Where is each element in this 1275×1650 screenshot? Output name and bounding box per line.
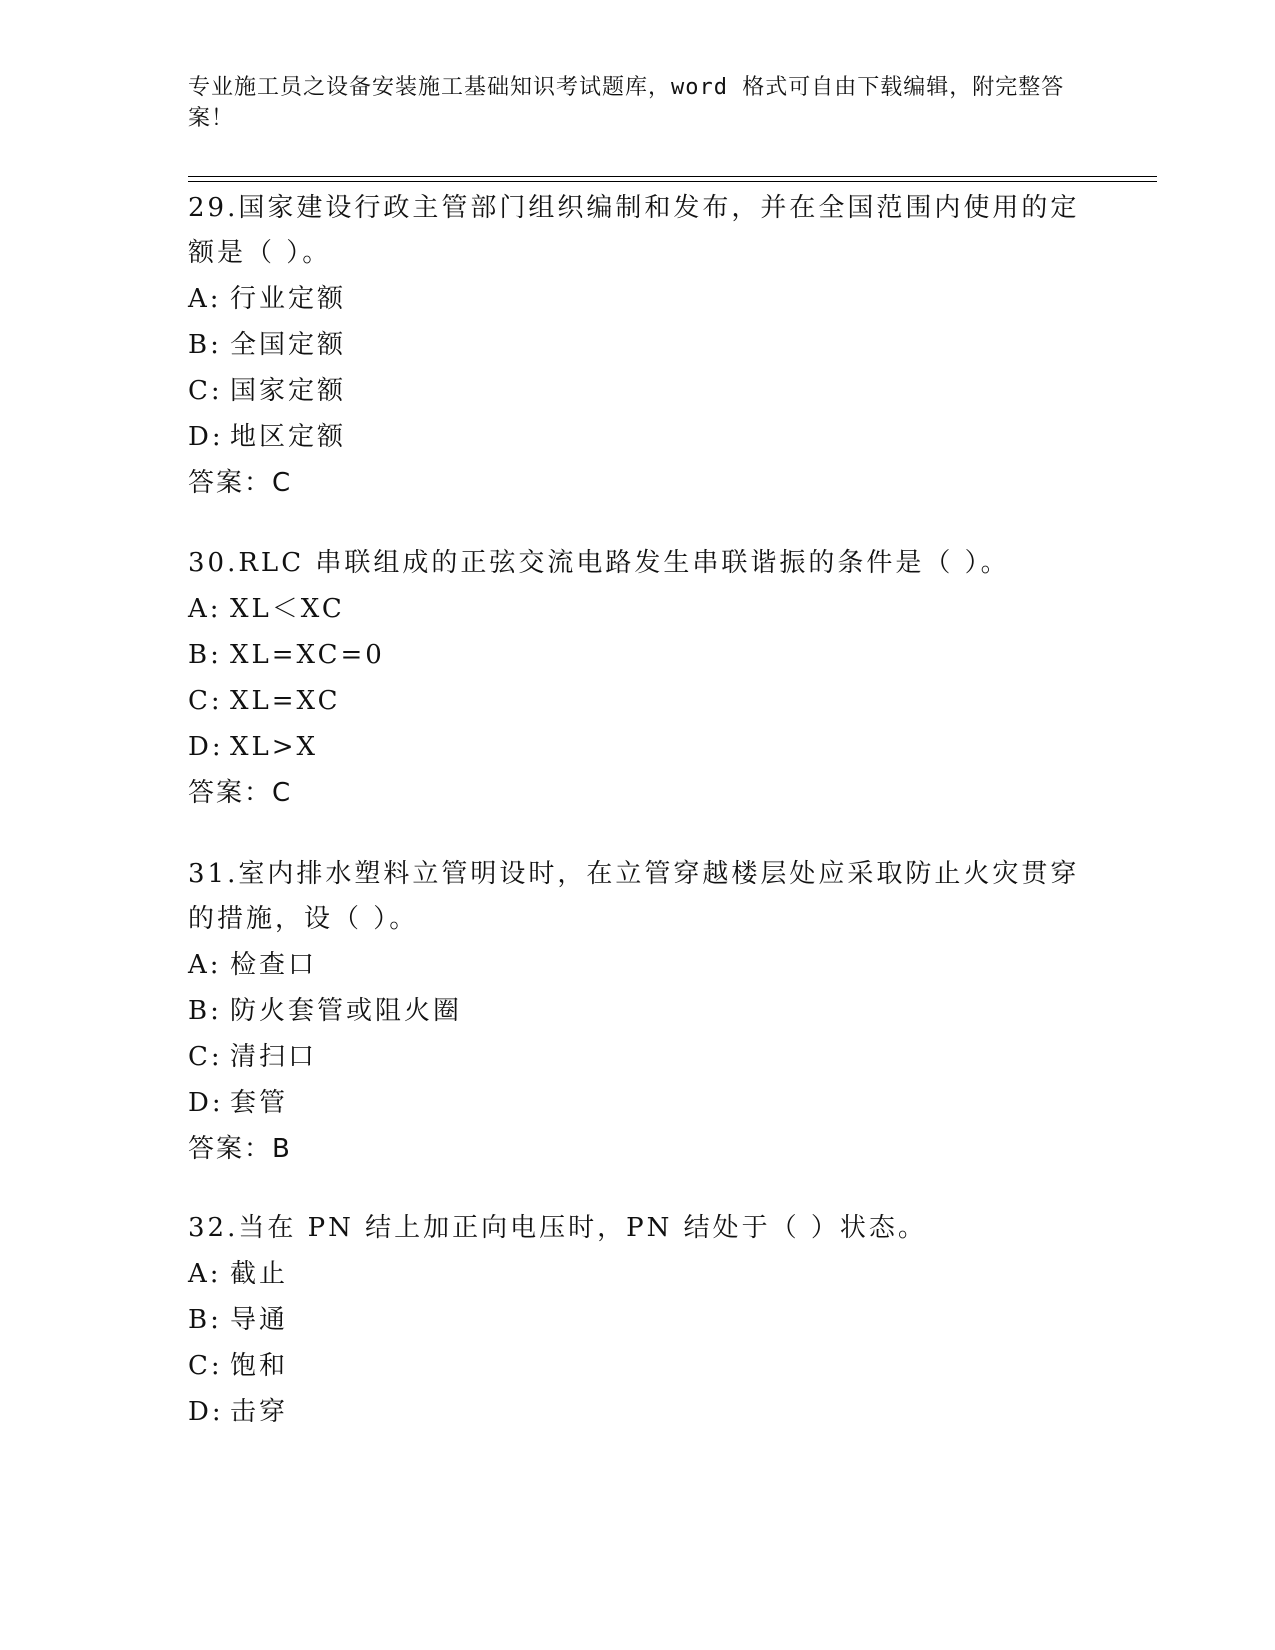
option-text: 击穿 [230,1397,289,1427]
option-letter: B: [188,330,222,360]
option-text: 清扫口 [230,1042,318,1072]
option-text: 全国定额 [230,330,347,360]
question-stem: 32.当在 PN 结上加正向电压时，PN 结处于（ ）状态。 [188,1213,927,1243]
question-30 [188,541,1088,816]
option-text: 行业定额 [230,284,347,314]
question-32 [188,1206,1088,1435]
option-a [188,586,1088,632]
option-text: XL=XC=0 [230,640,385,670]
header-divider-bottom [188,181,1157,182]
option-text: 地区定额 [230,422,347,452]
question-stem: 30.RLC 串联组成的正弦交流电路发生串联谐振的条件是（ ）。 [188,548,1010,578]
question-stem: 29.国家建设行政主管部门组织编制和发布，并在全国范围内使用的定额是（ ）。 [188,193,1080,268]
option-text: 国家定额 [230,376,347,406]
option-letter: A: [188,950,222,980]
option-letter: A: [188,1259,222,1289]
option-text: 检查口 [230,950,318,980]
option-d [188,1389,1088,1435]
option-text: XL=XC [230,686,341,716]
answer: 答案：C [188,778,293,808]
option-text: XL＜XC [230,594,345,624]
option-a [188,942,1088,988]
option-letter: D: [188,1397,224,1427]
option-b [188,1297,1088,1343]
option-letter: B: [188,996,222,1026]
option-text: 防火套管或阻火圈 [230,996,463,1026]
option-letter: A: [188,284,222,314]
option-d [188,414,1088,460]
document-header: 专业施工员之设备安装施工基础知识考试题库，word 格式可自由下载编辑，附完整答案！ [188,75,1065,131]
option-letter: C: [188,1351,223,1381]
option-b [188,988,1088,1034]
question-29 [188,186,1088,506]
option-letter: C: [188,376,223,406]
option-letter: B: [188,1305,222,1335]
option-letter: A: [188,594,222,624]
option-letter: C: [188,1042,223,1072]
option-c [188,368,1088,414]
option-letter: C: [188,686,223,716]
option-b [188,632,1088,678]
option-d [188,724,1088,770]
option-letter: D: [188,1088,224,1118]
question-stem: 31.室内排水塑料立管明设时，在立管穿越楼层处应采取防止火灾贯穿的措施，设（ ）。 [188,859,1080,934]
header-divider-top [188,176,1157,177]
option-c [188,1034,1088,1080]
option-letter: D: [188,422,224,452]
option-letter: D: [188,732,224,762]
option-a [188,276,1088,322]
answer: 答案：C [188,468,293,498]
question-31 [188,852,1088,1172]
option-letter: B: [188,640,222,670]
option-a [188,1251,1088,1297]
option-c [188,1343,1088,1389]
option-text: 截止 [230,1259,289,1289]
option-c [188,678,1088,724]
option-d [188,1080,1088,1126]
option-b [188,322,1088,368]
option-text: 导通 [230,1305,289,1335]
option-text: XL>X [230,732,319,762]
option-text: 套管 [230,1088,289,1118]
option-text: 饱和 [230,1351,289,1381]
answer: 答案：B [188,1134,292,1164]
